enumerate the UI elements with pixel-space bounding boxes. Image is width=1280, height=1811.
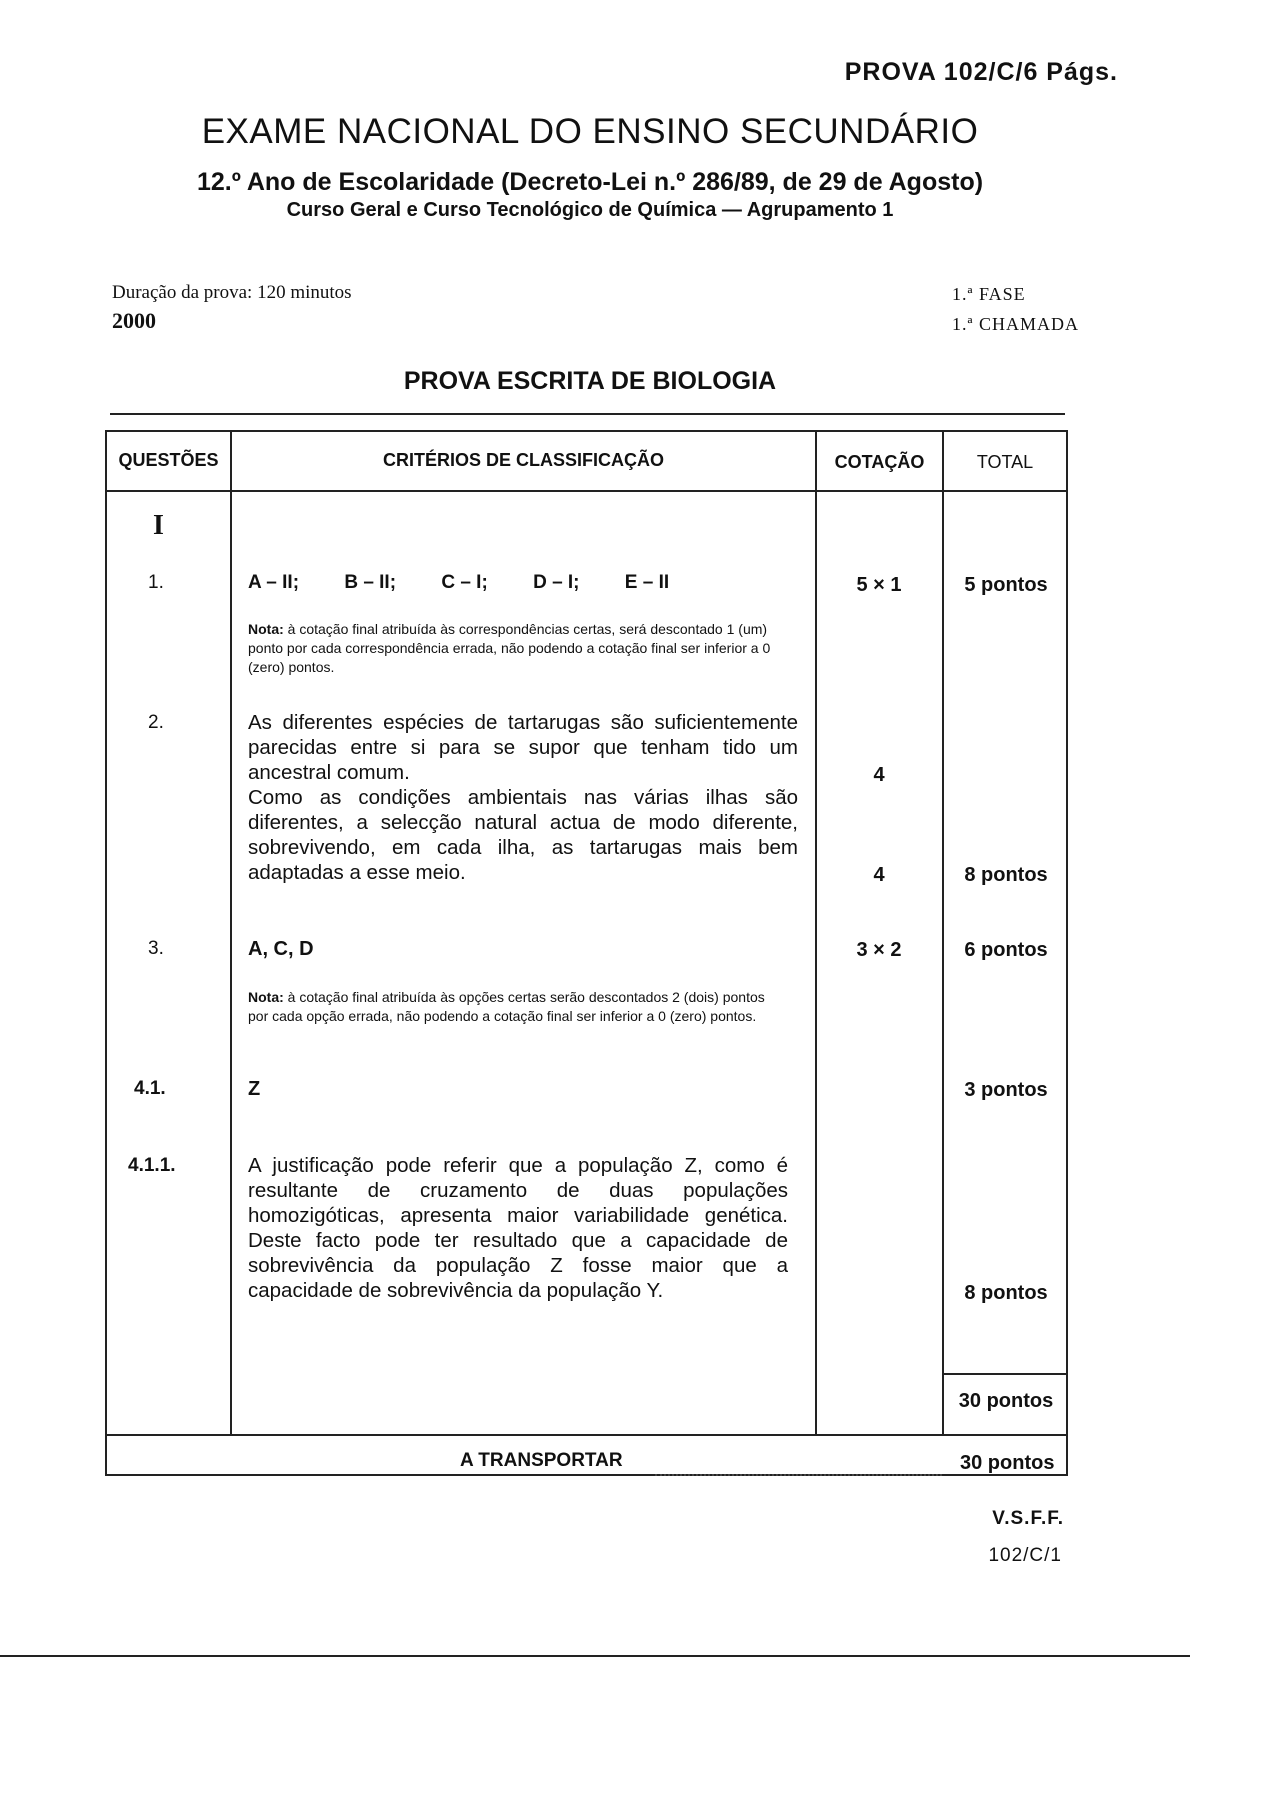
q2-total: 8 pontos <box>964 864 1048 886</box>
q4-1-1-text: A justificação pode referir que a população Z, como é resultante de cruzamento de duas populações homozigóticas, apresenta maior variabilidade genética. Deste facto pode ter resultado que a capacidade de sobrevivência da população Z fosse maior que a capacidade de sobrevivência da população Y. <box>248 1154 788 1302</box>
table-col-divider-1 <box>230 430 232 1435</box>
subtotal: 30 pontos <box>958 1390 1054 1412</box>
transport-top-border <box>105 1434 1068 1436</box>
q4-1-answer: Z <box>248 1078 261 1100</box>
q2-cotacao-1: 4 <box>873 764 885 786</box>
q3-cotacao: 3 × 2 <box>856 939 902 961</box>
question-number-1: 1. <box>148 572 164 593</box>
transportar-value: 30 pontos <box>960 1452 1055 1474</box>
q1-note-text: à cotação final atribuída às correspondências certas, será descontado 1 (um) ponto por cada correspondência errada, não podendo a cotação final ser inferior a 0 (zero) pontos. <box>248 621 771 675</box>
question-number-4-1-1: 4.1.1. <box>128 1155 176 1176</box>
course-line: Curso Geral e Curso Tecnológico de Química — Agrupamento 1 <box>286 199 894 221</box>
subtotal-top-border <box>942 1373 1068 1375</box>
q1-note <box>248 620 788 677</box>
prova-code: PROVA 102/C/6 Págs. <box>844 58 1118 86</box>
q3-total: 6 pontos <box>964 939 1048 961</box>
table-left-border <box>105 430 107 1475</box>
q3-note-label: Nota: <box>248 989 284 1005</box>
table-header-border <box>105 490 1068 492</box>
q1-answers <box>248 572 709 594</box>
question-number-3: 3. <box>148 938 164 959</box>
q1-total: 5 pontos <box>964 574 1048 596</box>
exam-year: 2000 <box>112 308 156 333</box>
transportar-leader-dots <box>655 1473 942 1476</box>
q1-answer-d: D – I; <box>533 572 580 593</box>
q1-note-label: Nota: <box>248 621 284 637</box>
q1-answer-c: C – I; <box>441 572 488 593</box>
q1-answer-b: B – II; <box>344 572 397 593</box>
q2-paragraph-1: As diferentes espécies de tartarugas são suficientemente parecidas entre si para se supor que tenham tido um ancestral comum. <box>248 711 798 784</box>
q1-cotacao: 5 × 1 <box>856 574 902 596</box>
header-cotacao: COTAÇÃO <box>834 452 925 472</box>
header-divider <box>110 413 1065 415</box>
exam-title: EXAME NACIONAL DO ENSINO SECUNDÁRIO <box>201 112 979 151</box>
exam-call: 1.ª CHAMADA <box>952 314 1079 334</box>
header-total: TOTAL <box>976 452 1034 472</box>
q4-1-1-total: 8 pontos <box>964 1282 1048 1304</box>
page-id: 102/C/1 <box>988 1545 1062 1566</box>
q1-answer-e: E – II <box>624 572 670 593</box>
q2-paragraph-2: Como as condições ambientais nas várias ilhas são diferentes, a selecção natural actua de modo diferente, sobrevivendo, em cada ilha, as tartarugas mais bem adaptadas a esse meio. <box>248 786 798 884</box>
q2-cotacao-2: 4 <box>873 864 885 886</box>
q3-note <box>248 988 788 1026</box>
table-top-border <box>105 430 1068 432</box>
vsff-label: V.S.F.F. <box>992 1508 1064 1529</box>
q3-note-text: à cotação final atribuída às opções certas serão descontados 2 (dois) pontos por cada opção errada, não podendo a cotação final ser inferior a 0 (zero) pontos. <box>248 989 765 1024</box>
group-label: I <box>153 510 164 541</box>
header-questoes: QUESTÕES <box>118 450 219 470</box>
q3-answer: A, C, D <box>248 938 314 960</box>
school-year-line: 12.º Ano de Escolaridade (Decreto-Lei n.º 286/89, de 29 de Agosto) <box>196 168 984 196</box>
exam-subject: PROVA ESCRITA DE BIOLOGIA <box>403 367 777 395</box>
question-number-4-1: 4.1. <box>134 1078 166 1099</box>
q4-1-total: 3 pontos <box>964 1079 1048 1101</box>
exam-phase: 1.ª FASE <box>952 284 1026 304</box>
bottom-rule <box>0 1655 1190 1657</box>
q1-answer-a: A – II; <box>248 572 300 593</box>
exam-duration: Duração da prova: 120 minutos <box>112 282 352 303</box>
header-criterios: CRITÉRIOS DE CLASSIFICAÇÃO <box>382 450 664 470</box>
question-number-2: 2. <box>148 712 164 733</box>
transportar-label: A TRANSPORTAR <box>460 1450 623 1471</box>
